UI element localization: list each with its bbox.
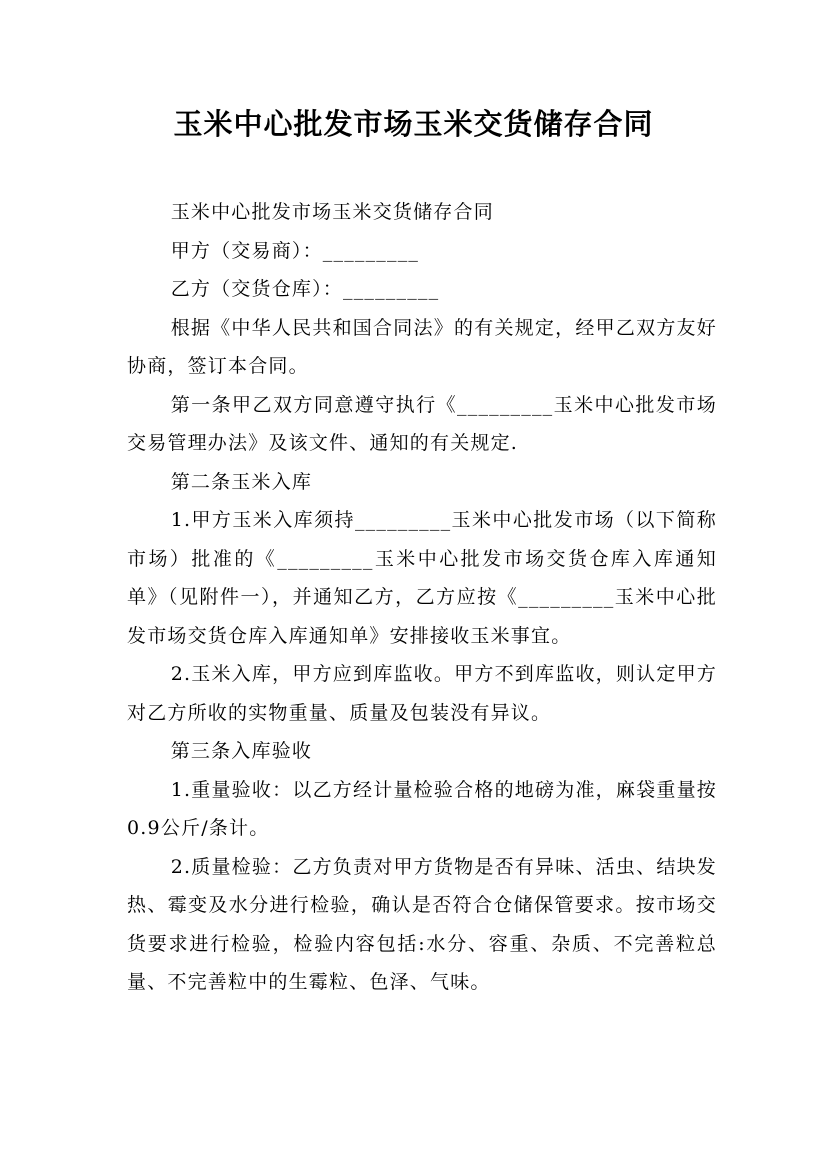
paragraph-article-2-item-1: 1.甲方玉米入库须持_________玉米中心批发市场（以下简称市场）批准的《_________玉米中心批发市场交货仓库入库通知单》（见附件一），并通知乙方，乙方应按《_________玉米中心批发市场交货仓库入库通知单》安排接收玉米事宜。 xyxy=(127,509,717,647)
paragraph-party-b: 乙方（交货仓库）：_________ xyxy=(170,278,440,300)
document-body xyxy=(127,193,717,1002)
document-title: 玉米中心批发市场玉米交货储存合同 xyxy=(173,107,654,141)
paragraph-article-3-item-1: 1.重量验收：以乙方经计量检验合格的地磅为准，麻袋重量按0.9公斤/条计。 xyxy=(127,778,717,839)
paragraph-article-2-item-2: 2.玉米入库，甲方应到库监收。甲方不到库监收，则认定甲方对乙方所收的实物重量、质量及包装没有异议。 xyxy=(127,663,717,724)
paragraph-preamble: 根据《中华人民共和国合同法》的有关规定，经甲乙双方友好协商，签订本合同。 xyxy=(127,316,717,377)
paragraph-subtitle: 玉米中心批发市场玉米交货储存合同 xyxy=(170,201,494,223)
heading-article-3: 第三条入库验收 xyxy=(170,740,313,762)
paragraph-party-a: 甲方（交易商）：_________ xyxy=(170,239,420,262)
heading-article-2: 第二条玉米入库 xyxy=(170,470,313,493)
paragraph-article-1: 第一条甲乙双方同意遵守执行《_________玉米中心批发市场交易管理办法》及该文件、通知的有关规定. xyxy=(127,393,717,454)
paragraph-article-3-item-2: 2.质量检验：乙方负责对甲方货物是否有异味、活虫、结块发热、霉变及水分进行检验，确认是否符合仓储保管要求。按市场交货要求进行检验，检验内容包括:水分、容重、杂质、不完善粒总量、不完善粒中的生霉粒、色泽、气味。 xyxy=(127,855,717,993)
